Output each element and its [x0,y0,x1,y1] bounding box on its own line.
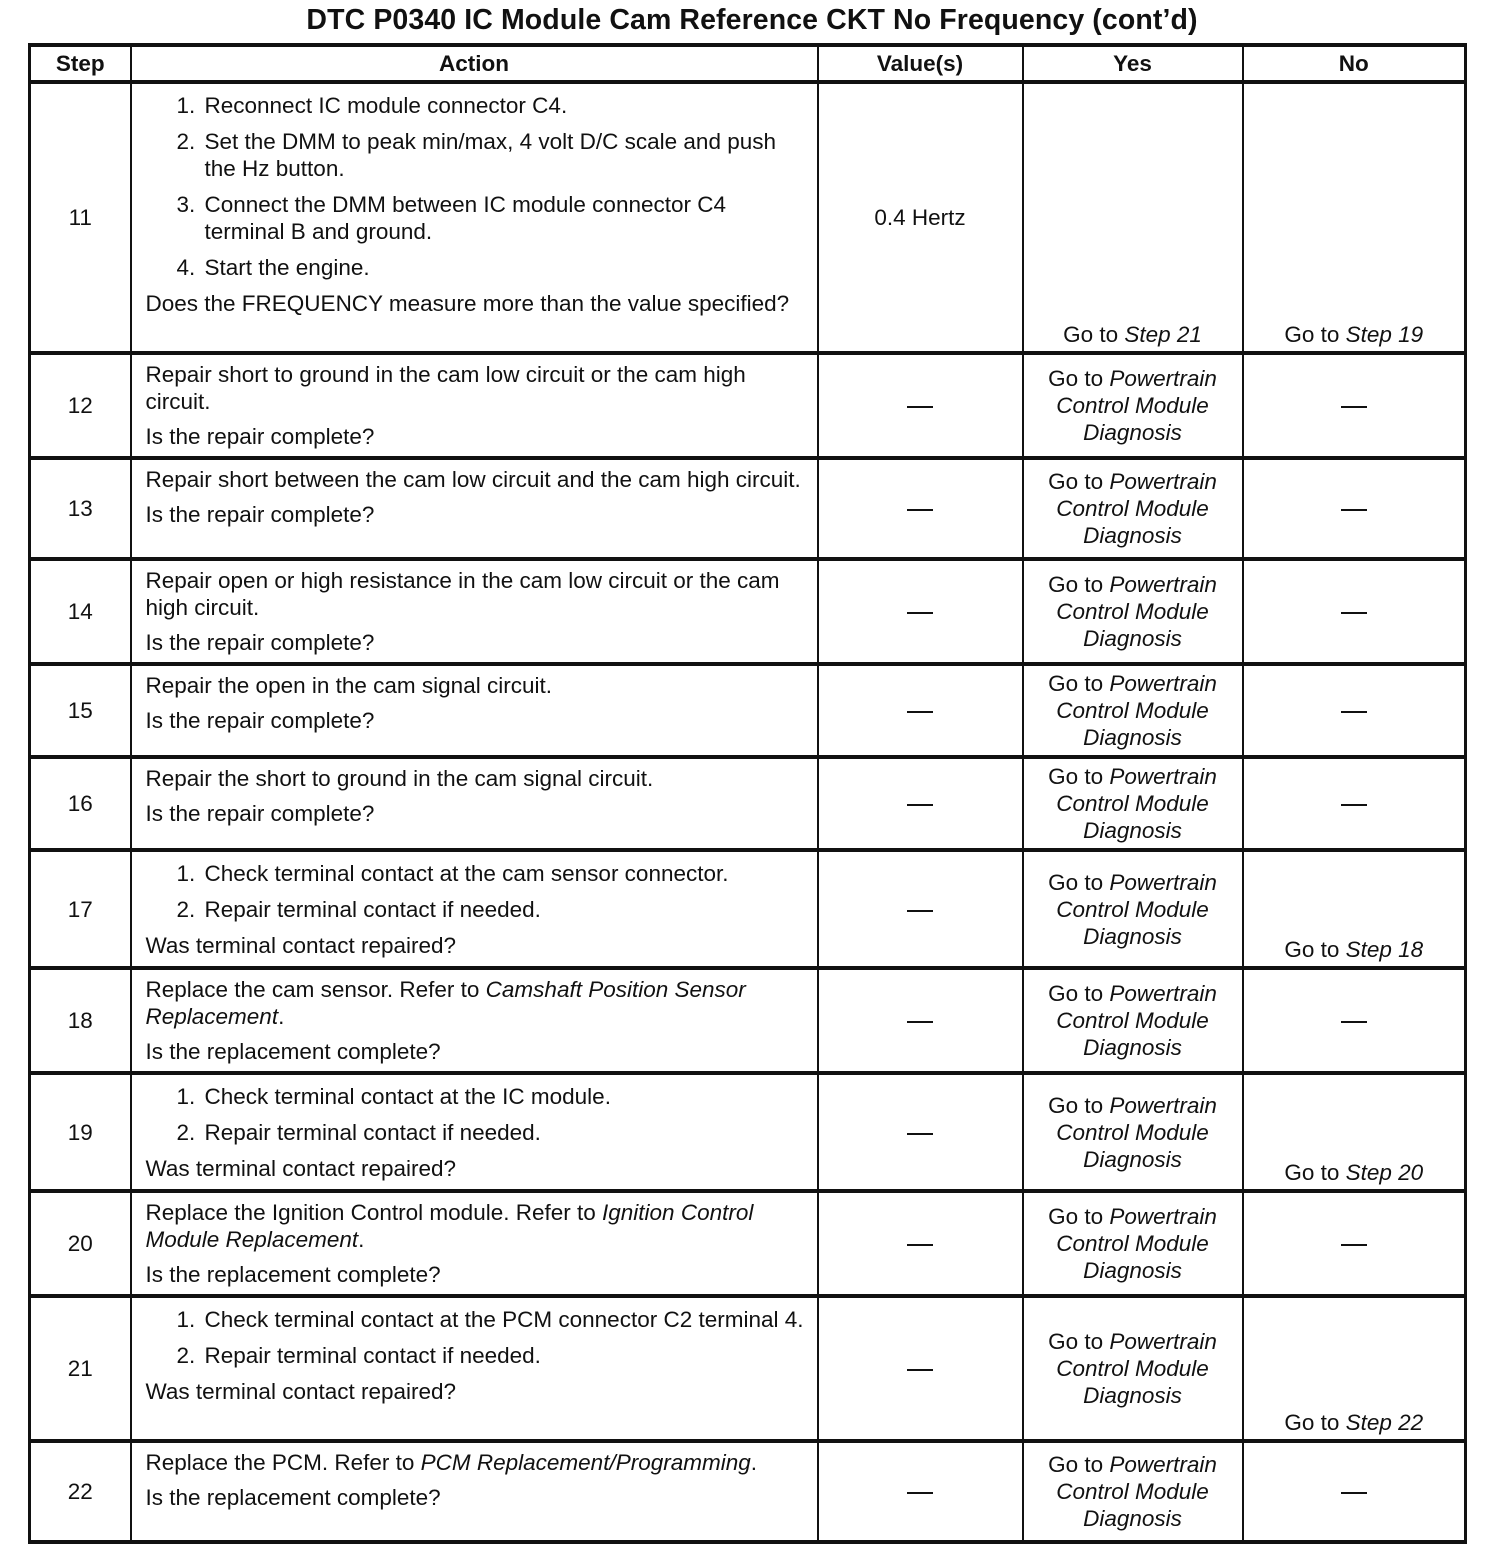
no-cell [1243,82,1466,353]
yes-target[interactable]: Powertrain Control Module Diagnosis [1056,981,1217,1060]
action-cell [131,458,818,559]
yes-target[interactable]: Step 21 [1124,322,1202,347]
goto-prefix: Go to [1048,1092,1110,1118]
dash [1341,509,1367,511]
action-instruction: Repair open or high resistance in the cam low circuit or the cam high circuit. [145,568,780,620]
no-cell [1243,353,1466,458]
goto-prefix: Go to [1048,764,1110,789]
header-step: Step [30,45,131,82]
table-row [30,458,1466,559]
dash [907,1369,933,1371]
no-target[interactable]: Step 19 [1345,322,1424,347]
goto-prefix: Go to [1048,1329,1110,1354]
no-goto[interactable] [1284,1160,1423,1185]
no-goto[interactable] [1284,937,1423,962]
yes-goto[interactable] [1048,870,1217,949]
no-cell [1243,1441,1466,1542]
step-number: 20 [30,1191,131,1296]
action-question: Was terminal contact repaired? [145,1379,457,1404]
yes-cell [1023,458,1243,559]
action-step: 1. Reconnect IC module connector C4. [202,92,811,119]
yes-target[interactable]: Powertrain Control Module Diagnosis [1056,764,1217,843]
action-instruction: Repair the short to ground in the cam signal circuit. [145,766,654,791]
action-question: Is the replacement complete? [145,1262,441,1287]
action-text: Replace the Ignition Control module. Refer to Ignition Control Module Replacement. [145,1200,754,1252]
action-text [146,361,811,415]
action-instruction: Replace the PCM. Refer to [145,1450,421,1475]
yes-cell [1023,1073,1243,1191]
goto-prefix: Go to [1048,981,1110,1006]
header-action: Action [131,45,818,82]
no-target[interactable]: Step 20 [1345,1160,1424,1185]
goto-prefix: Go to [1048,366,1110,391]
table-header-row [30,45,1466,82]
step-number: 11 [30,82,131,353]
action-steps-list [146,1306,811,1369]
action-step: 3. Connect the DMM between IC module connector C4 terminal B and ground. [202,191,811,245]
goto-prefix: Go to [1284,937,1346,962]
value-cell [818,1073,1023,1191]
dash [1341,1244,1367,1246]
step-number: 15 [30,664,131,757]
value-cell [818,757,1023,850]
reference-link[interactable]: Ignition Control Module Replacement [145,1200,754,1252]
action-cell [131,82,818,353]
goto-prefix: Go to [1048,1204,1110,1229]
dash [907,612,933,614]
yes-goto[interactable] [1063,322,1202,347]
diagnostic-table [28,43,1467,1544]
no-cell [1243,968,1466,1073]
no-cell [1243,1191,1466,1296]
table-row [30,559,1466,664]
dash [1341,711,1367,713]
yes-goto[interactable] [1048,469,1217,548]
step-number: 12 [30,353,131,458]
action-text [146,567,811,621]
goto-prefix: Go to [1048,572,1110,597]
step-number: 13 [30,458,131,559]
table-row [30,757,1466,850]
no-cell [1243,458,1466,559]
action-question: Is the replacement complete? [145,1485,441,1510]
table-row [30,968,1466,1073]
value-cell [818,559,1023,664]
value-cell [818,82,1023,353]
yes-goto[interactable] [1048,1093,1217,1172]
action-step: 1. Check terminal contact at the IC module. [202,1083,811,1110]
action-question: Is the replacement complete? [145,1039,441,1064]
action-cell [131,757,818,850]
value-cell [818,850,1023,968]
goto-prefix: Go to [1284,322,1346,347]
table-row [30,353,1466,458]
goto-prefix: Go to [1284,1160,1346,1185]
goto-prefix: Go to [1048,671,1110,696]
dash [907,804,933,806]
action-cell [131,664,818,757]
yes-target[interactable]: Powertrain Control Module Diagnosis [1056,1092,1217,1172]
step-number: 16 [30,757,131,850]
dash [907,1244,933,1246]
action-text [146,765,811,792]
table-row [30,82,1466,353]
dash [907,711,933,713]
action-text [146,672,811,699]
yes-cell [1023,353,1243,458]
yes-goto[interactable] [1048,1329,1217,1408]
yes-cell [1023,1441,1243,1542]
no-goto[interactable] [1284,1410,1423,1435]
yes-goto[interactable] [1048,981,1217,1060]
yes-cell [1023,757,1243,850]
goto-prefix: Go to [1048,1452,1110,1477]
yes-goto[interactable] [1048,671,1217,750]
yes-goto[interactable] [1048,1452,1217,1531]
step-number: 19 [30,1073,131,1191]
action-step: 2. Repair terminal contact if needed. [202,896,811,923]
action-cell [131,1296,818,1441]
dash [907,910,933,912]
action-cell [131,1191,818,1296]
no-cell [1243,850,1466,968]
yes-cell [1023,1296,1243,1441]
action-question: Was terminal contact repaired? [145,1156,457,1181]
yes-goto[interactable] [1048,366,1217,445]
action-instruction: Replace the cam sensor. Refer to [145,977,486,1002]
yes-cell [1023,850,1243,968]
yes-goto[interactable] [1048,572,1217,651]
action-question: Is the repair complete? [145,801,375,826]
action-question: Is the repair complete? [145,502,375,527]
value-cell [818,1441,1023,1542]
no-cell [1243,664,1466,757]
step-number: 14 [30,559,131,664]
action-steps-list [146,1083,811,1146]
reference-link[interactable]: Camshaft Position Sensor Replacement [145,977,746,1029]
dash [907,406,933,408]
action-cell [131,353,818,458]
goto-prefix: Go to [1048,469,1110,494]
goto-prefix: Go to [1063,322,1125,347]
no-cell [1243,559,1466,664]
value-cell [818,968,1023,1073]
action-instruction: Replace the Ignition Control module. Refer to [145,1200,603,1225]
action-text: Replace the cam sensor. Refer to Camshaft Position Sensor Replacement. [145,977,746,1029]
action-cell [131,850,818,968]
yes-target[interactable]: Powertrain Control Module Diagnosis [1056,1329,1217,1408]
action-question: Is the repair complete? [145,630,375,655]
yes-cell [1023,82,1243,353]
value-cell [818,1191,1023,1296]
value-cell [818,1296,1023,1441]
yes-target[interactable]: Powertrain Control Module Diagnosis [1056,1452,1217,1531]
no-goto[interactable] [1284,322,1423,347]
yes-target[interactable]: Powertrain Control Module Diagnosis [1056,469,1217,548]
table-body [30,82,1466,1542]
goto-prefix: Go to [1048,869,1110,895]
step-number: 17 [30,850,131,968]
action-step: 1. Check terminal contact at the PCM connector C2 terminal 4. [202,1306,811,1333]
no-target[interactable]: Step 18 [1345,937,1424,962]
yes-cell [1023,664,1243,757]
action-text [146,466,811,493]
dash [1341,804,1367,806]
yes-target[interactable]: Powertrain Control Module Diagnosis [1056,671,1217,750]
yes-goto[interactable] [1048,764,1217,843]
yes-target[interactable]: Powertrain Control Module Diagnosis [1056,1204,1217,1283]
table-row [30,1441,1466,1542]
no-target[interactable]: Step 22 [1345,1410,1424,1435]
action-text: Replace the PCM. Refer to PCM Replacement/Programming. [145,1450,758,1475]
yes-cell [1023,968,1243,1073]
yes-goto[interactable] [1048,1204,1217,1283]
dash [1341,406,1367,408]
goto-prefix: Go to [1284,1410,1346,1435]
action-cell [131,1441,818,1542]
table-row [30,1296,1466,1441]
dash [1341,612,1367,614]
table-row [30,1073,1466,1191]
action-step: 1. Check terminal contact at the cam sensor connector. [202,860,811,887]
table-row [30,664,1466,757]
step-number: 22 [30,1441,131,1542]
action-step: 2. Repair terminal contact if needed. [202,1342,811,1369]
dash [1341,1492,1367,1494]
yes-target[interactable]: Powertrain Control Module Diagnosis [1056,572,1217,651]
action-step: 4. Start the engine. [202,254,811,281]
no-cell [1243,1073,1466,1191]
action-steps-list [146,860,811,923]
dash [907,1133,933,1135]
header-no: No [1243,45,1466,82]
yes-target[interactable]: Powertrain Control Module Diagnosis [1056,366,1217,445]
no-cell [1243,757,1466,850]
action-instruction: Repair the open in the cam signal circuit. [145,673,552,698]
reference-link[interactable]: PCM Replacement/Programming [420,1450,751,1475]
action-instruction: Repair short between the cam low circuit and the cam high circuit. [145,467,801,492]
step-number: 18 [30,968,131,1073]
header-value: Value(s) [818,45,1023,82]
table-row [30,1191,1466,1296]
action-cell [131,968,818,1073]
action-cell [131,559,818,664]
step-number: 21 [30,1296,131,1441]
value-cell [818,458,1023,559]
dash [907,509,933,511]
action-question: Is the repair complete? [145,424,375,449]
document-title: DTC P0340 IC Module Cam Reference CKT No Frequency (cont’d) [306,4,1198,36]
value-text: 0.4 Hertz [874,205,966,230]
header-yes: Yes [1023,45,1243,82]
action-question: Does the FREQUENCY measure more than the value specified? [145,291,790,316]
action-instruction: Repair short to ground in the cam low circuit or the cam high circuit. [145,362,746,414]
dash [907,1021,933,1023]
table-row [30,850,1466,968]
action-steps-list [146,92,811,281]
action-step: 2. Set the DMM to peak min/max, 4 volt D/C scale and push the Hz button. [202,128,811,182]
action-step: 2. Repair terminal contact if needed. [202,1119,811,1146]
yes-target[interactable]: Powertrain Control Module Diagnosis [1056,869,1217,949]
no-cell [1243,1296,1466,1441]
value-cell [818,353,1023,458]
action-question: Is the repair complete? [145,708,375,733]
action-cell [131,1073,818,1191]
yes-cell [1023,559,1243,664]
yes-cell [1023,1191,1243,1296]
dash [1341,1021,1367,1023]
dash [907,1492,933,1494]
action-question: Was terminal contact repaired? [145,933,457,958]
value-cell [818,664,1023,757]
